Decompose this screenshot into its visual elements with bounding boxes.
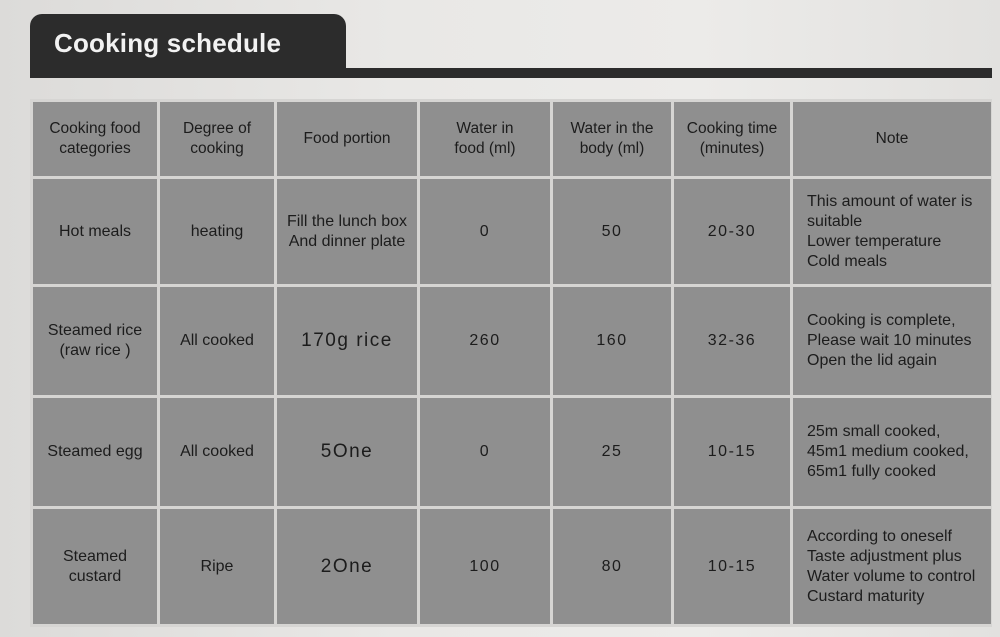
- note-cell: According to oneself Taste adjustment plus Water volume to control Custard maturity: [793, 509, 991, 624]
- time-cell: 32-36: [674, 287, 790, 395]
- degree-cell: heating: [160, 179, 274, 284]
- water-food-cell: 100: [420, 509, 550, 624]
- portion-cell: Fill the lunch box And dinner plate: [277, 179, 417, 284]
- header-note: Note: [793, 102, 991, 176]
- degree-cell: All cooked: [160, 287, 274, 395]
- note-cell: This amount of water is suitable Lower temperature Cold meals: [793, 179, 991, 284]
- water-body-cell: 50: [553, 179, 671, 284]
- header-row: [33, 102, 991, 176]
- schedule-table-wrapper: [30, 99, 992, 627]
- note-cell: 25m small cooked, 45m1 medium cooked, 65m1 fully cooked: [793, 398, 991, 506]
- table-row: [33, 179, 991, 284]
- time-cell: 20-30: [674, 179, 790, 284]
- water-food-cell: 260: [420, 287, 550, 395]
- time-cell: 10-15: [674, 509, 790, 624]
- degree-cell: Ripe: [160, 509, 274, 624]
- schedule-table: [30, 99, 994, 627]
- header-time: Cooking time (minutes): [674, 102, 790, 176]
- header-degree: Degree of cooking: [160, 102, 274, 176]
- header-portion: Food portion: [277, 102, 417, 176]
- water-body-cell: 25: [553, 398, 671, 506]
- degree-cell: All cooked: [160, 398, 274, 506]
- category-cell: Steamed custard: [33, 509, 157, 624]
- water-body-cell: 160: [553, 287, 671, 395]
- water-body-cell: 80: [553, 509, 671, 624]
- header-water-body: Water in the body (ml): [553, 102, 671, 176]
- table-row: [33, 398, 991, 506]
- portion-cell: 170g rice: [277, 287, 417, 395]
- category-cell: Hot meals: [33, 179, 157, 284]
- time-cell: 10-15: [674, 398, 790, 506]
- category-cell: Steamed egg: [33, 398, 157, 506]
- water-food-cell: 0: [420, 398, 550, 506]
- table-row: [33, 287, 991, 395]
- note-cell: Cooking is complete, Please wait 10 minutes Open the lid again: [793, 287, 991, 395]
- page-title: Cooking schedule: [54, 28, 282, 58]
- water-food-cell: 0: [420, 179, 550, 284]
- category-cell: Steamed rice (raw rice ): [33, 287, 157, 395]
- table-row: [33, 509, 991, 624]
- portion-cell: 2One: [277, 509, 417, 624]
- header-category: Cooking food categories: [33, 102, 157, 176]
- header-water-food: Water in food (ml): [420, 102, 550, 176]
- title-rule: [30, 68, 992, 78]
- portion-cell: 5One: [277, 398, 417, 506]
